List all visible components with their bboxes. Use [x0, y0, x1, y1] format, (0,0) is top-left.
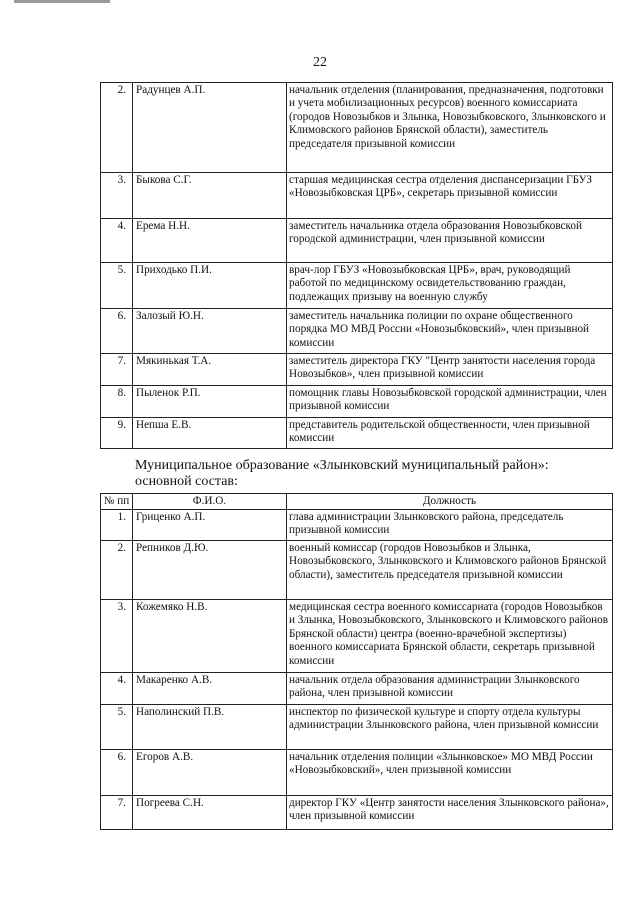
commission-table-zlynka — [100, 493, 613, 830]
row-number: 3. — [101, 600, 133, 673]
section-title: Муниципальное образование «Злынковский муниципальный район»: — [135, 458, 549, 473]
table-row — [101, 263, 613, 309]
member-name: Репников Д.Ю. — [133, 541, 287, 600]
table-row — [101, 796, 613, 830]
member-position: врач-лор ГБУЗ «Новозыбковская ЦРБ», врач, руководящий работой по медицинскому освидетельствованию граждан, подлежащих призыву на военную службу — [287, 263, 613, 309]
member-position: глава администрации Злынковского района, председатель призывной комиссии — [287, 510, 613, 541]
member-position: директор ГКУ «Центр занятости населения Злынковского района», член призывной комиссии — [287, 796, 613, 830]
row-number: 6. — [101, 309, 133, 354]
member-position: инспектор по физической культуре и спорту отдела культуры администрации Злынковского района, член призывной комиссии — [287, 705, 613, 750]
member-position: заместитель директора ГКУ "Центр занятости населения города Новозыбков», член призывной комиссии — [287, 354, 613, 386]
table-row — [101, 83, 613, 173]
commission-table-novozybkov — [100, 82, 613, 449]
table-row — [101, 386, 613, 418]
row-number: 7. — [101, 796, 133, 830]
member-name: Кожемяко Н.В. — [133, 600, 287, 673]
header-name: Ф.И.О. — [133, 494, 287, 510]
table-row — [101, 673, 613, 705]
member-name: Приходько П.И. — [133, 263, 287, 309]
header-position: Должность — [287, 494, 613, 510]
member-position: представитель родительской общественности, член призывной комиссии — [287, 418, 613, 449]
member-position: заместитель начальника полиции по охране общественного порядка МО МВД России «Новозыбковский», член призывной комиссии — [287, 309, 613, 354]
member-name: Мякинькая Т.А. — [133, 354, 287, 386]
table-row — [101, 418, 613, 449]
row-number: 1. — [101, 510, 133, 541]
member-position: военный комиссар (городов Новозыбков и Злынка, Новозыбковского, Злынковского и Климовского районов Брянской области), заместитель председателя призывной комиссии — [287, 541, 613, 600]
row-number: 9. — [101, 418, 133, 449]
table-row — [101, 600, 613, 673]
member-name: Погреева С.Н. — [133, 796, 287, 830]
row-number: 4. — [101, 219, 133, 263]
row-number: 2. — [101, 541, 133, 600]
table-row — [101, 750, 613, 796]
member-name: Макаренко А.В. — [133, 673, 287, 705]
member-name: Гриценко А.П. — [133, 510, 287, 541]
row-number: 3. — [101, 173, 133, 219]
member-position: старшая медицинская сестра отделения диспансеризации ГБУЗ «Новозыбковская ЦРБ», секретарь призывной комиссии — [287, 173, 613, 219]
row-number: 5. — [101, 263, 133, 309]
row-number: 8. — [101, 386, 133, 418]
member-name: Радунцев А.П. — [133, 83, 287, 173]
member-position: заместитель начальника отдела образования Новозыбковской городской администрации, член призывной комиссии — [287, 219, 613, 263]
section-subtitle: основной состав: — [135, 474, 238, 489]
member-position: медицинская сестра военного комиссариата (городов Новозыбков и Злынка, Новозыбковского, Злынковского и Климовского районов Брянской области) центра (военно-врачебной экспертизы) военного комиссариата Брянской области, секретарь призывной комиссии — [287, 600, 613, 673]
table-row — [101, 354, 613, 386]
header-number: № пп — [101, 494, 133, 510]
table-header-row — [101, 494, 613, 510]
member-position: начальник отдела образования администрации Злынковского района, член призывной комиссии — [287, 673, 613, 705]
member-name: Быкова С.Г. — [133, 173, 287, 219]
row-number: 7. — [101, 354, 133, 386]
scan-artifact — [14, 0, 110, 3]
table-row — [101, 541, 613, 600]
page-number: 22 — [313, 55, 327, 70]
table-row — [101, 219, 613, 263]
table-row — [101, 173, 613, 219]
member-name: Залозый Ю.Н. — [133, 309, 287, 354]
member-position: начальник отделения полиции «Злынковское» МО МВД России «Новозыбковский», член призывной комиссии — [287, 750, 613, 796]
row-number: 4. — [101, 673, 133, 705]
row-number: 2. — [101, 83, 133, 173]
member-name: Непша Е.В. — [133, 418, 287, 449]
member-name: Пыленок Р.П. — [133, 386, 287, 418]
table-row — [101, 705, 613, 750]
member-position: начальник отделения (планирования, предназначения, подготовки и учета мобилизационных ресурсов) военного комиссариата (городов Новозыбков и Злынка, Новозыбковского, Злынковского и Климовского районов Брянской области), заместитель председателя призывной комиссии — [287, 83, 613, 173]
table-row — [101, 510, 613, 541]
member-name: Наполинский П.В. — [133, 705, 287, 750]
table-row — [101, 309, 613, 354]
row-number: 6. — [101, 750, 133, 796]
member-name: Ерема Н.Н. — [133, 219, 287, 263]
row-number: 5. — [101, 705, 133, 750]
member-position: помощник главы Новозыбковской городской администрации, член призывной комиссии — [287, 386, 613, 418]
section-heading — [135, 458, 615, 490]
member-name: Егоров А.В. — [133, 750, 287, 796]
